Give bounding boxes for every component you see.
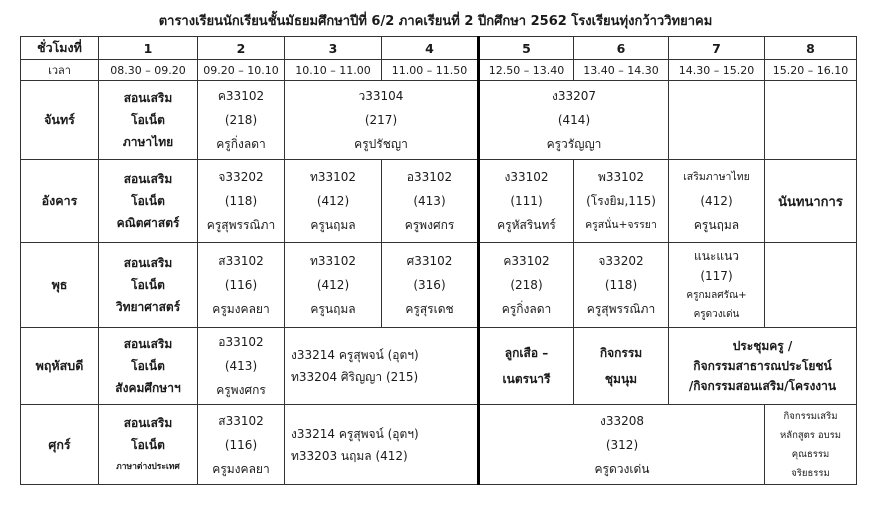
room: (413) (413, 194, 446, 208)
room: (118) (604, 278, 638, 292)
time-slot: 11.00 – 11.50 (382, 60, 479, 81)
class-cell (669, 160, 765, 243)
teacher: ครูมงคลยา (212, 302, 270, 316)
period-number: 3 (285, 37, 382, 60)
time-slot: 12.50 – 13.40 (479, 60, 574, 81)
tutor-line: โอเน็ต (131, 113, 165, 127)
class-cell (479, 81, 669, 160)
course-code: ส33102 (218, 413, 264, 428)
class-cell (479, 405, 765, 485)
teacher: ครูนฤมล (310, 218, 356, 232)
teacher: ครูมงคลยา (212, 461, 270, 476)
club-line: ชุมนุม (604, 372, 638, 386)
tutor-line: โอเน็ต (131, 278, 165, 292)
teacher: ครูสุพรรณิภา (586, 302, 656, 316)
class-cell (198, 405, 285, 485)
onet-tutoring-cell (99, 328, 198, 405)
course-code: ง33102 (504, 170, 549, 184)
room: (414) (557, 113, 591, 127)
room: (412) (700, 194, 733, 208)
time-slot: 10.10 – 11.00 (285, 60, 382, 81)
elective-line: ท33203 นฤมล (412) (291, 448, 408, 463)
room: (412) (316, 278, 350, 292)
room: (218) (510, 278, 543, 292)
timetable (20, 36, 857, 485)
class-cell (479, 243, 574, 328)
period-number: 8 (765, 37, 857, 60)
room: (โรงยิม,115) (586, 194, 656, 208)
day-label: อังคาร (21, 160, 99, 243)
teacher: ครูพงศกร (404, 218, 455, 232)
class-cell (198, 160, 285, 243)
course-code: ท33102 (309, 254, 357, 268)
course-code: ง33208 (599, 413, 645, 428)
onet-tutoring-cell (99, 243, 198, 328)
tutor-line: สอนเสริม (123, 256, 173, 270)
recreation-cell: นันทนาการ (765, 160, 857, 243)
course-code: ง33207 (551, 89, 597, 103)
enrichment-activity-cell (765, 405, 857, 485)
room: (217) (364, 113, 398, 127)
onet-tutoring-cell (99, 405, 198, 485)
tutor-subject: คณิตศาสตร์ (116, 216, 180, 230)
time-slot: 13.40 – 14.30 (574, 60, 669, 81)
club-cell (574, 328, 669, 405)
tutor-line: โอเน็ต (131, 359, 165, 373)
time-slot: 08.30 – 09.20 (99, 60, 198, 81)
elective-line: ง33214 ครูสุพจน์ (อุตฯ) (291, 426, 419, 441)
class-cell (574, 160, 669, 243)
period-number: 1 (99, 37, 198, 60)
course-code: ศ33102 (406, 254, 453, 268)
course-code: ท33102 (309, 170, 357, 184)
period-number: 2 (198, 37, 285, 60)
time-slot: 15.20 – 16.10 (765, 60, 857, 81)
time-row (21, 60, 857, 81)
teacher: ครูดวงเด่น (594, 461, 650, 476)
course-code: จ33202 (598, 254, 644, 268)
tutor-line: สอนเสริม (123, 337, 173, 351)
teacher: ครูนฤมล (310, 302, 356, 316)
period-number: 6 (574, 37, 669, 60)
tutor-line: สอนเสริม (123, 91, 173, 105)
class-cell (198, 328, 285, 405)
teacher: ครูกิ่งลดา (501, 302, 552, 316)
onet-tutoring-cell (99, 81, 198, 160)
tutor-subject: สังคมศึกษาฯ (115, 381, 181, 395)
class-cell (382, 160, 479, 243)
time-slot: 14.30 – 15.20 (669, 60, 765, 81)
empty-cell (765, 243, 857, 328)
activity-line: คุณธรรม (791, 448, 830, 460)
day-label: จันทร์ (21, 81, 99, 160)
day-label: พฤหัสบดี (21, 328, 99, 405)
teacher: ครูกิ่งลดา (216, 137, 266, 151)
scout-line: เนตรนารี (502, 372, 551, 386)
onet-tutoring-cell (99, 160, 198, 243)
period-number: 7 (669, 37, 765, 60)
teacher: ครูนฤมล (693, 218, 740, 232)
day-row-thursday (21, 328, 857, 405)
elective-line: ง33214 ครูสุพจน์ (อุตฯ) (291, 348, 419, 362)
course-code: เสริมภาษาไทย (683, 171, 750, 183)
room: (312) (605, 437, 639, 452)
club-line: กิจกรรม (599, 346, 643, 360)
period-label: ชั่วโมงที่ (21, 37, 99, 60)
teacher: ครูสุพรรณิภา (206, 218, 276, 232)
course-code: ส33102 (218, 254, 264, 268)
empty-cell (765, 81, 857, 160)
room: (412) (316, 194, 350, 208)
activity-line: หลักสูตร อบรม (779, 429, 842, 441)
elective-cell (285, 328, 479, 405)
class-cell (285, 160, 382, 243)
meeting-line: /กิจกรรมสอนเสริม/โครงงาน (688, 379, 837, 393)
guidance-title: แนะแนว (693, 249, 740, 263)
day-row-monday (21, 81, 857, 160)
class-cell (479, 160, 574, 243)
teacher: ครูดวงเด่น (693, 309, 740, 320)
class-cell (382, 243, 479, 328)
tutor-line: สอนเสริม (123, 415, 173, 430)
time-slot: 09.20 – 10.10 (198, 60, 285, 81)
page-title: ตารางเรียนนักเรียนชั้นมัธยมศึกษาปีที่ 6/2 ภาคเรียนที่ 2 ปีกศึกษา 2562 โรงเรียนทุ่งกว้าววิทยาคม (158, 14, 713, 29)
tutor-subject: ภาษาต่างประเทศ (116, 461, 180, 472)
tutor-line: สอนเสริม (123, 172, 173, 186)
course-code: อ33102 (218, 335, 264, 349)
empty-cell (669, 81, 765, 160)
period-number: 4 (382, 37, 479, 60)
teacher: ครูพงศกร (216, 383, 266, 397)
class-cell (198, 243, 285, 328)
elective-line: ท33204 ศิริญญา (215) (291, 370, 419, 384)
elective-cell (285, 405, 479, 485)
course-code: ค33102 (217, 89, 265, 103)
meeting-cell (669, 328, 857, 405)
day-row-friday (21, 405, 857, 485)
activity-line: จริยธรรม (791, 467, 830, 479)
room: (218) (224, 113, 258, 127)
class-cell (198, 81, 285, 160)
period-header-row (21, 37, 857, 60)
teacher: ครูปรัชญา (354, 137, 408, 151)
room: (413) (224, 359, 258, 373)
course-code: อ33102 (406, 170, 453, 184)
day-label: พุธ (21, 243, 99, 328)
room: (116) (224, 278, 258, 292)
activity-line: กิจกรรมเสริม (783, 410, 838, 422)
course-code: พ33102 (597, 170, 645, 184)
room: (116) (224, 437, 258, 452)
teacher: ครูวรัญญา (546, 137, 602, 151)
room: (316) (413, 278, 446, 292)
tutor-line: โอเน็ต (131, 194, 165, 208)
teacher: ครูหัสรินทร์ (497, 218, 556, 232)
teacher: ครูสุรเดช (405, 302, 454, 316)
period-number: 5 (479, 37, 574, 60)
course-code: ค33102 (503, 254, 550, 268)
day-row-tuesday (21, 160, 857, 243)
meeting-line: ประชุมครู / (732, 339, 793, 353)
teacher: ครูกมลศรัณ+ (686, 290, 747, 301)
tutor-subject: วิทยาศาสตร์ (115, 300, 181, 314)
scout-cell (479, 328, 574, 405)
class-cell (574, 243, 669, 328)
meeting-line: กิจกรรมสาธารณประโยชน์ (693, 359, 832, 373)
class-cell (285, 243, 382, 328)
teacher: ครูสนั่น+จรรยา (585, 219, 657, 231)
course-code: จ33202 (218, 170, 264, 184)
class-cell (285, 81, 479, 160)
room: (117) (700, 269, 733, 283)
scout-line: ลูกเสือ – (504, 346, 549, 360)
day-label: ศุกร์ (21, 405, 99, 485)
course-code: ว33104 (358, 89, 404, 103)
guidance-cell (669, 243, 765, 328)
room: (111) (510, 194, 543, 208)
day-row-wednesday (21, 243, 857, 328)
tutor-subject: ภาษาไทย (122, 135, 174, 149)
room: (118) (224, 194, 258, 208)
time-label: เวลา (21, 60, 99, 81)
tutor-line: โอเน็ต (131, 437, 165, 452)
